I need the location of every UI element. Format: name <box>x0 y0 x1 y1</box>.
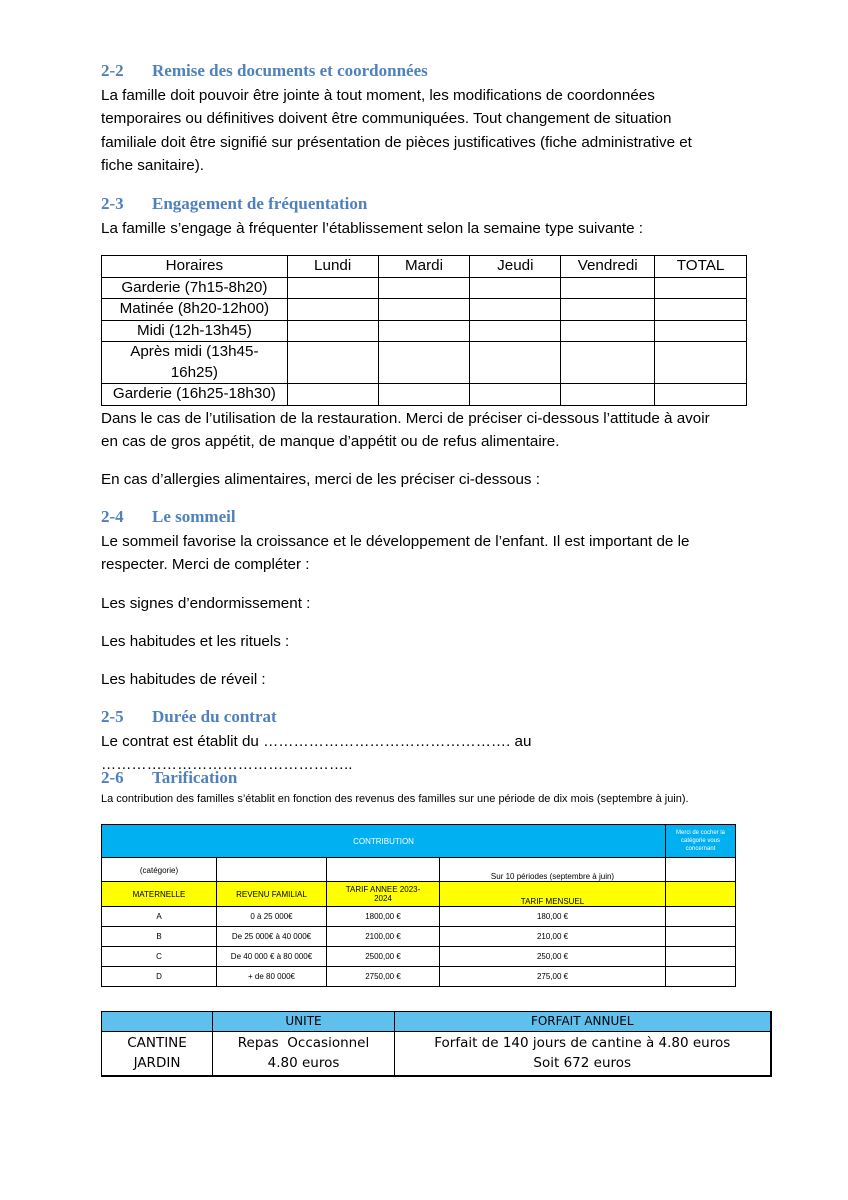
cantine-label <box>102 1032 213 1077</box>
tarif-mensuel-header: TARIF MENSUEL <box>440 882 666 907</box>
schedule-row <box>102 384 747 406</box>
schedule-cell[interactable] <box>378 384 470 406</box>
section-2-2-body <box>101 84 741 178</box>
section-number: 2-4 <box>101 507 124 526</box>
schedule-row <box>102 299 747 321</box>
schedule-cell[interactable] <box>561 342 655 384</box>
cantine-header-empty <box>102 1012 213 1032</box>
schedule-cell[interactable] <box>470 384 561 406</box>
forfait-total: Soit 672 euros <box>533 1054 632 1071</box>
schedule-cell[interactable] <box>287 342 378 384</box>
schedule-cell[interactable] <box>287 384 378 406</box>
schedule-header-cell: Mardi <box>378 256 470 278</box>
tarif-column-header-row <box>102 882 736 907</box>
tarif-row <box>102 947 736 967</box>
section-title: Le sommeil <box>152 507 236 526</box>
schedule-cell[interactable] <box>470 277 561 299</box>
schedule-header-cell: Jeudi <box>470 256 561 278</box>
allergies-note: En cas d’allergies alimentaires, merci de les préciser ci-dessous : <box>101 471 540 488</box>
schedule-header-row <box>102 256 747 278</box>
section-heading-2-4 <box>101 507 236 527</box>
schedule-cell[interactable] <box>655 299 747 321</box>
endormissement-label: Les signes d’endormissement : <box>101 595 311 612</box>
schedule-header-cell: TOTAL <box>655 256 747 278</box>
schedule-header-cell: Lundi <box>287 256 378 278</box>
check-header <box>666 882 736 907</box>
text-line: La famille doit pouvoir être jointe à tout moment, les modifications de coordonnées <box>101 87 655 104</box>
schedule-cell[interactable] <box>561 277 655 299</box>
text-line: en cas de gros appétit, de manque d’appétit ou de refus alimentaire. <box>101 433 560 451</box>
contract-dates-line: Le contrat est établit du …………………………………………. au ………………………………………….. <box>101 733 532 774</box>
schedule-cell[interactable] <box>655 320 747 342</box>
tarif-annee-header: TARIF ANNEE 2023-2024 <box>327 882 440 907</box>
section-number: 2-3 <box>101 194 124 213</box>
empty-cell <box>666 858 736 882</box>
cantine-label-line: JARDIN <box>133 1054 181 1071</box>
schedule-cell[interactable] <box>561 384 655 406</box>
tarif-mensuel: 275,00 € <box>440 967 666 987</box>
schedule-row <box>102 320 747 342</box>
text-line: familiale doit être signifié sur présentation de pièces justificatives (fiche administrative et <box>101 133 692 151</box>
text-line: Le sommeil favorise la croissance et le développement de l’enfant. Il est important de le <box>101 533 690 550</box>
tarif-mensuel: 210,00 € <box>440 927 666 947</box>
schedule-cell[interactable] <box>561 320 655 342</box>
tarif-check-cell[interactable] <box>666 947 736 967</box>
unite-price: 4.80 euros <box>267 1054 340 1071</box>
tarif-row <box>102 967 736 987</box>
schedule-cell[interactable] <box>655 277 747 299</box>
section-title: Durée du contrat <box>152 707 277 726</box>
schedule-cell[interactable] <box>378 277 470 299</box>
schedule-row-label: Après midi (13h45-16h25) <box>102 342 288 384</box>
tarif-contribution-row <box>102 825 736 858</box>
schedule-cell[interactable] <box>470 299 561 321</box>
cantine-row <box>102 1032 771 1077</box>
schedule-row <box>102 277 747 299</box>
text-line: fiche sanitaire). <box>101 157 204 175</box>
schedule-cell[interactable] <box>655 342 747 384</box>
empty-cell <box>327 858 440 882</box>
tarif-check-cell[interactable] <box>666 967 736 987</box>
section-number: 2-2 <box>101 61 124 80</box>
schedule-cell[interactable] <box>378 342 470 384</box>
schedule-cell[interactable] <box>655 384 747 406</box>
tarif-annee: 2750,00 € <box>327 967 440 987</box>
forfait-header: FORFAIT ANNUEL <box>395 1012 771 1032</box>
schedule-header-cell: Vendredi <box>561 256 655 278</box>
section-number: 2-6 <box>101 768 124 787</box>
section-2-4-body <box>101 530 741 577</box>
tarif-row <box>102 907 736 927</box>
section-2-3-intro: La famille s’engage à fréquenter l’établissement selon la semaine type suivante : <box>101 220 644 237</box>
tarif-mensuel: 180,00 € <box>440 907 666 927</box>
schedule-cell[interactable] <box>378 320 470 342</box>
rituels-label: Les habitudes et les rituels : <box>101 633 290 650</box>
forfait-line: Forfait de 140 jours de cantine à 4.80 euros <box>434 1035 731 1051</box>
tarif-category: D <box>102 967 217 987</box>
reveil-label: Les habitudes de réveil : <box>101 671 266 688</box>
unite-cell <box>213 1032 395 1077</box>
section-heading-2-6 <box>101 768 237 788</box>
section-title: Remise des documents et coordonnées <box>152 61 428 80</box>
schedule-row-label: Garderie (7h15-8h20) <box>102 277 288 299</box>
schedule-row-label: Midi (12h-13h45) <box>102 320 288 342</box>
section-number: 2-5 <box>101 707 124 726</box>
text-line: Dans le cas de l’utilisation de la restauration. Merci de préciser ci-dessous l’attitude à avoir <box>101 410 710 427</box>
tarif-table <box>101 824 736 987</box>
schedule-cell[interactable] <box>378 299 470 321</box>
tarif-category: A <box>102 907 217 927</box>
schedule-table <box>101 255 747 406</box>
empty-cell <box>217 858 327 882</box>
contribution-header: CONTRIBUTION <box>102 825 666 858</box>
forfait-cell <box>395 1032 771 1077</box>
unite-line: Repas Occasionnel <box>237 1035 370 1051</box>
tarif-annee: 2500,00 € <box>327 947 440 967</box>
tarif-mensuel: 250,00 € <box>440 947 666 967</box>
cantine-header-row <box>102 1012 771 1032</box>
schedule-cell[interactable] <box>470 342 561 384</box>
restauration-note <box>101 407 741 454</box>
schedule-cell[interactable] <box>287 299 378 321</box>
maternelle-header: MATERNELLE <box>102 882 217 907</box>
schedule-cell[interactable] <box>287 277 378 299</box>
tarification-intro: La contribution des familles s’établit en fonction des revenus des familles sur une période de dix mois (septembre à juin). <box>101 793 689 805</box>
tarif-category: C <box>102 947 217 967</box>
schedule-cell[interactable] <box>561 299 655 321</box>
tarif-annee: 1800,00 € <box>327 907 440 927</box>
cantine-table <box>101 1011 772 1077</box>
tarif-revenu: De 40 000 € à 80 000€ <box>217 947 327 967</box>
tarif-revenu: + de 80 000€ <box>217 967 327 987</box>
section-heading-2-3 <box>101 194 367 214</box>
check-category-note: Merci de cocher la catégorie vous concernant <box>666 825 736 858</box>
text-line: respecter. Merci de compléter : <box>101 556 310 574</box>
tarif-annee: 2100,00 € <box>327 927 440 947</box>
schedule-header-cell: Horaires <box>102 256 288 278</box>
tarif-check-cell[interactable] <box>666 927 736 947</box>
categorie-label: (catégorie) <box>102 858 217 882</box>
section-heading-2-2 <box>101 61 428 81</box>
section-title: Engagement de fréquentation <box>152 194 368 213</box>
text-line: temporaires ou définitives doivent être communiquées. Tout changement de situation <box>101 110 672 128</box>
schedule-row <box>102 342 747 384</box>
tarif-revenu: 0 à 25 000€ <box>217 907 327 927</box>
schedule-row-label: Garderie (16h25-18h30) <box>102 384 288 406</box>
tarif-revenu: De 25 000€ à 40 000€ <box>217 927 327 947</box>
tarif-row <box>102 927 736 947</box>
tarif-subheader-row <box>102 858 736 882</box>
tarif-category: B <box>102 927 217 947</box>
section-title: Tarification <box>152 768 238 787</box>
schedule-row-label: Matinée (8h20-12h00) <box>102 299 288 321</box>
schedule-cell[interactable] <box>470 320 561 342</box>
periodes-label: Sur 10 périodes (septembre à juin) <box>440 858 666 882</box>
section-heading-2-5 <box>101 707 277 727</box>
schedule-cell[interactable] <box>287 320 378 342</box>
tarif-check-cell[interactable] <box>666 907 736 927</box>
revenu-header: REVENU FAMILIAL <box>217 882 327 907</box>
unite-header: UNITE <box>213 1012 395 1032</box>
cantine-label-line: CANTINE <box>127 1035 187 1051</box>
